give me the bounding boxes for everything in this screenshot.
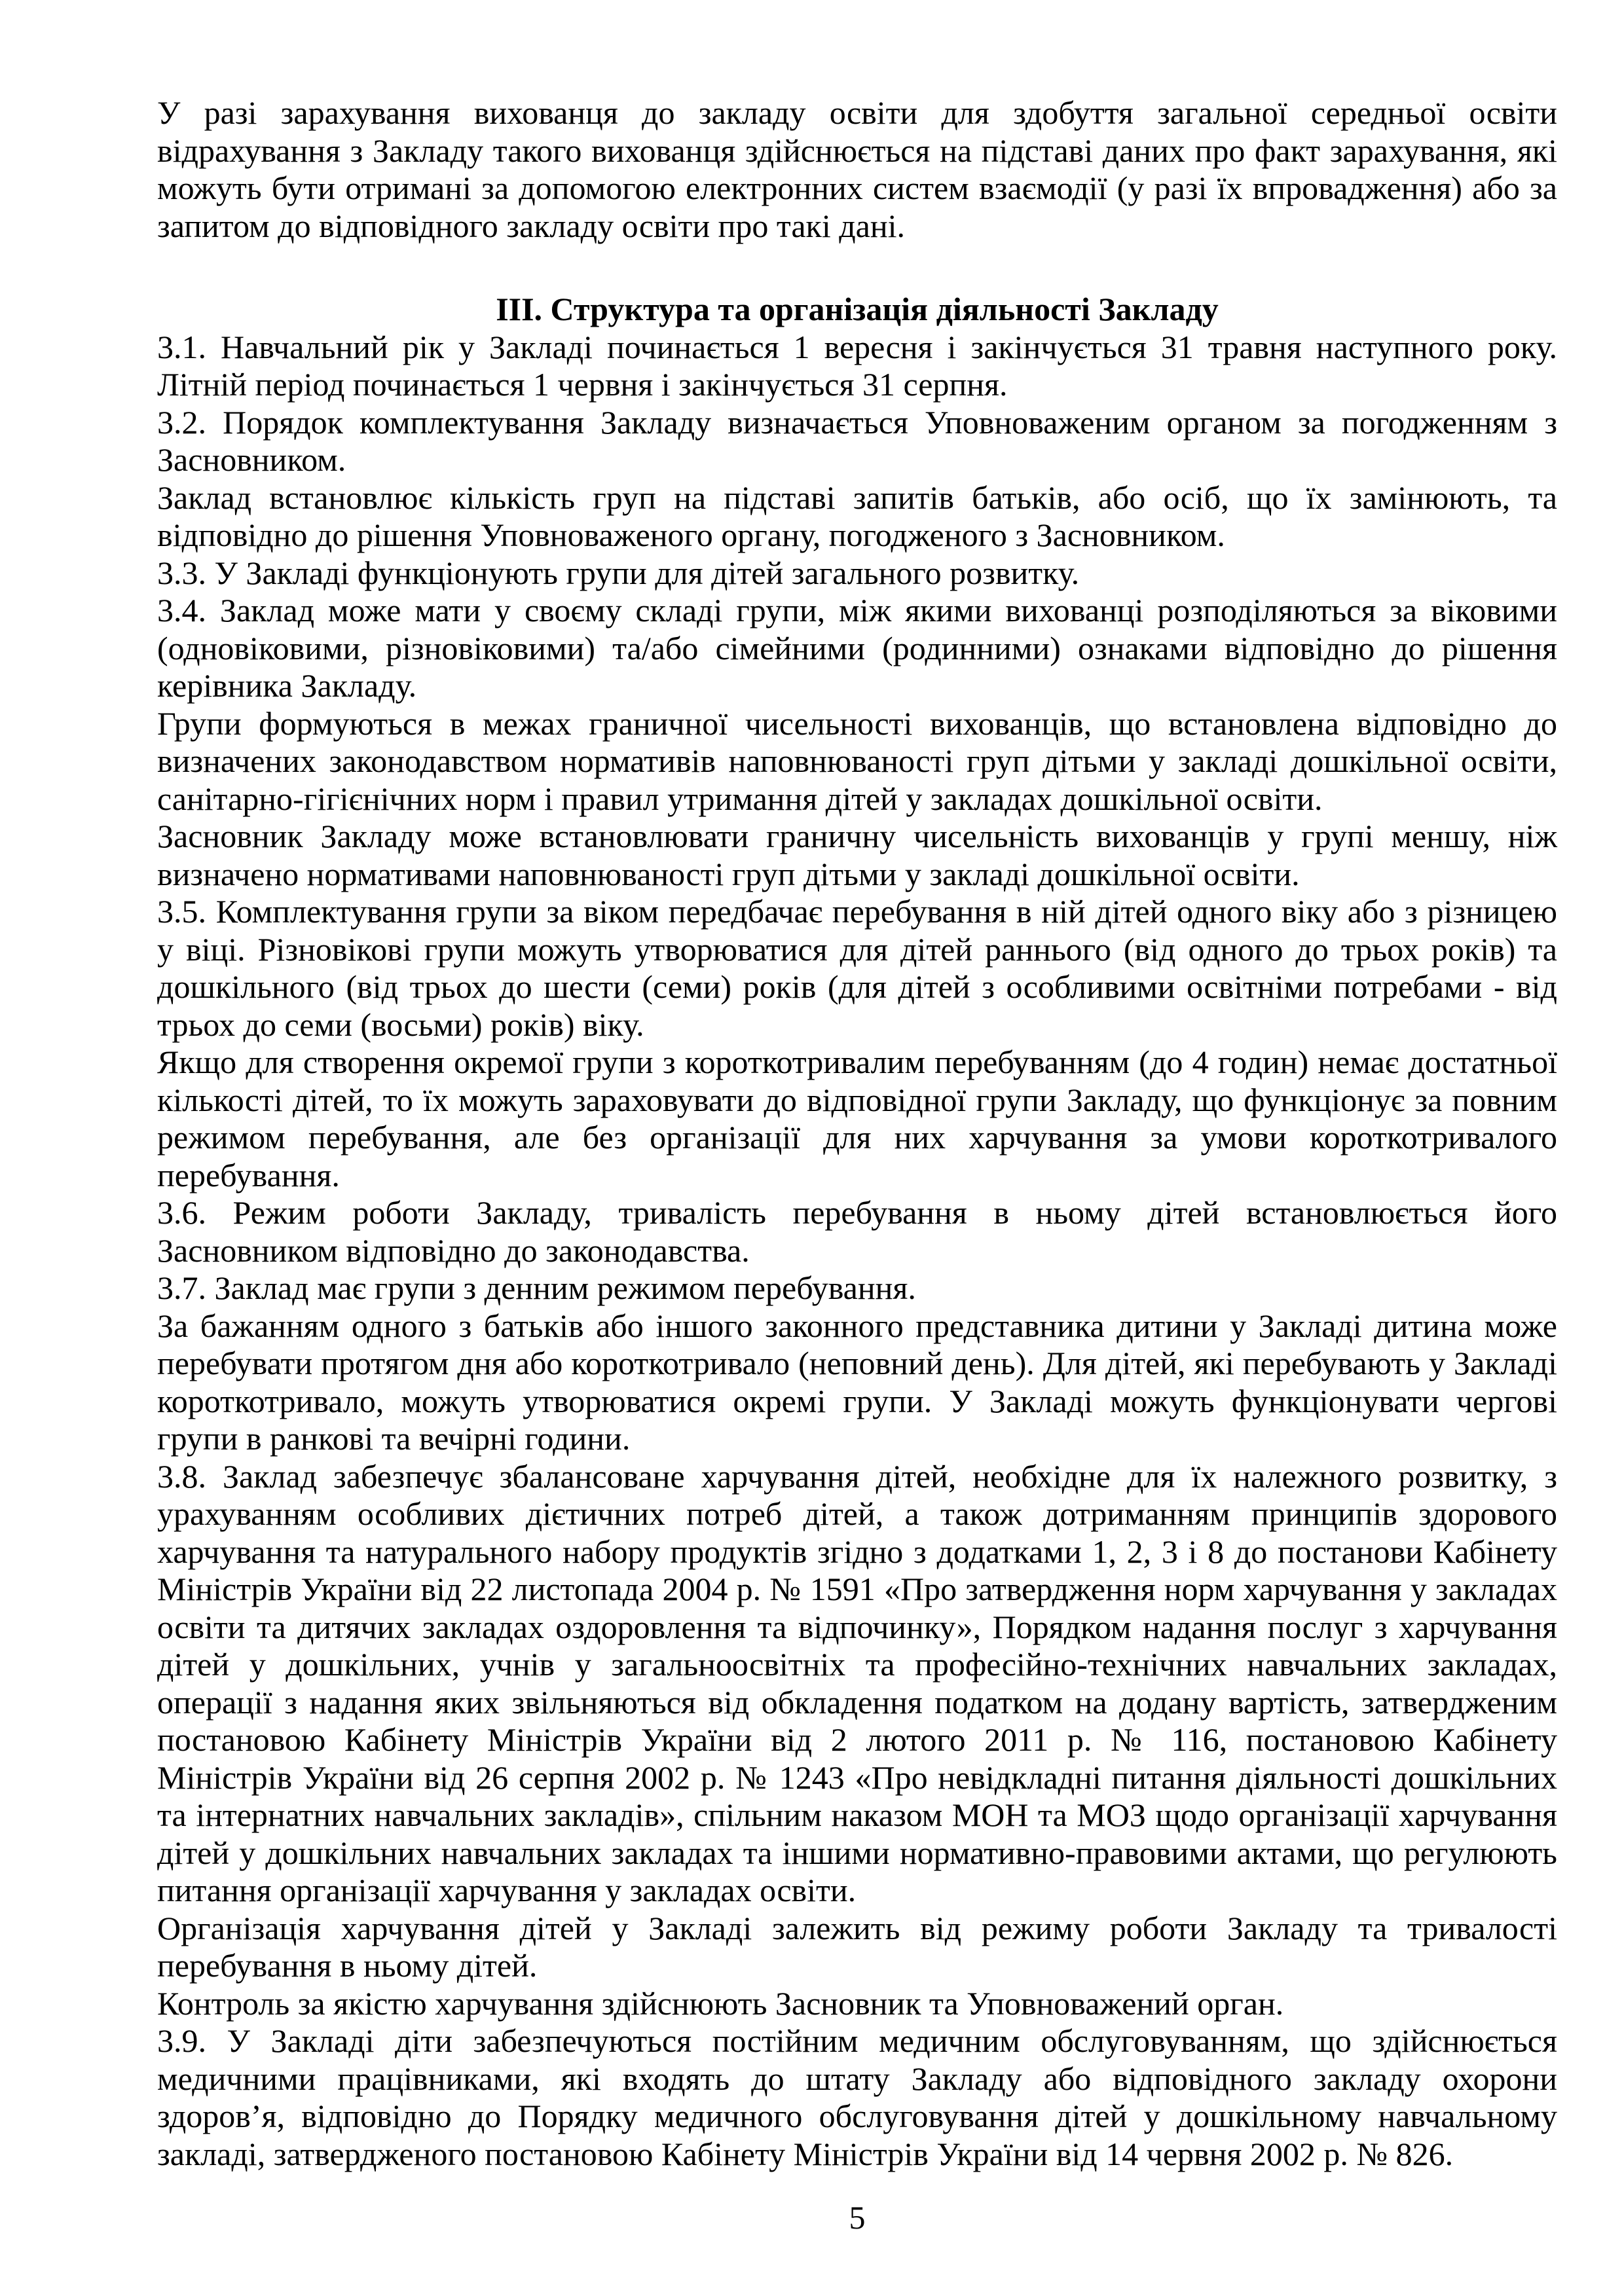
paragraph-3-1: 3.1. Навчальний рік у Закладі починається 1 вересня і закінчується 31 травня наступного року. Літній період починається 1 червня і закінчується 31 серпня.: [157, 328, 1557, 403]
paragraph-3-2: 3.2. Порядок комплектування Закладу визначається Уповноваженим органом за погодженням з Засновником.: [157, 403, 1557, 478]
paragraph-3-8: 3.8. Заклад забезпечує збалансоване харчування дітей, необхідне для їх належного розвитку, з урахуванням особливих дієтичних потреб дітей, а також дотриманням принципів здорового харчування та натурального набору продуктів згідно з додатками 1, 2, 3 і 8 до постанови Кабінету Міністрів України від 22 листопада 2004 р. № 1591 «Про затвердження норм харчування у закладах освіти та дитячих закладах оздоровлення та відпочинку», Порядком надання послуг з харчування дітей у дошкільних, учнів у загальноосвітніх та професійно-технічних навчальних закладах, операції з надання яких звільняються від обкладення податком на додану вартість, затвердженим постановою Кабінету Міністрів України від 2 лютого 2011 р. № 116, постановою Кабінету Міністрів України від 26 серпня 2002 р. № 1243 «Про невідкладні питання діяльності дошкільних та інтернатних навчальних закладів», спільним наказом МОН та МОЗ щодо організації харчування дітей у дошкільних навчальних закладах та іншими нормативно-правовими актами, що регулюють питання організації харчування у закладах освіти.: [157, 1457, 1557, 1908]
paragraph: За бажанням одного з батьків або іншого законного представника дитини у Закладі дитина може перебувати протягом дня або короткотривало (неповний день). Для дітей, які перебувають у Закладі короткотривало, можуть утворюватися окремі групи. У Закладі можуть функціонувати чергові групи в ранкові та вечірні години.: [157, 1307, 1557, 1457]
page-number: 5: [849, 2199, 866, 2236]
paragraph: Заклад встановлює кількість груп на підставі запитів батьків, або осіб, що їх замінюють, та відповідно до рішення Уповноваженого органу, погодженого з Засновником.: [157, 479, 1557, 553]
paragraph: Якщо для створення окремої групи з короткотривалим перебуванням (до 4 годин) немає достатньої кількості дітей, то їх можуть зараховувати до відповідної групи Закладу, що функціонує за повним режимом перебування, але без організації для них харчування за умови короткотривалого перебування.: [157, 1044, 1557, 1194]
document-page: [157, 94, 1557, 2237]
paragraph-3-5: 3.5. Комплектування групи за віком передбачає перебування в ній дітей одного віку або з різницею у віці. Різновікові групи можуть утворюватися для дітей раннього (від одного до трьох років) та дошкільного (від трьох до шести (семи) років (для дітей з особливими освітніми потребами - від трьох до семи (восьми) років) віку.: [157, 893, 1557, 1043]
paragraph-3-9: 3.9. У Закладі діти забезпечуються постійним медичним обслуговуванням, що здійснюється медичними працівниками, які входять до штату Закладу або відповідного закладу охорони здоров’я, відповідно до Порядку медичного обслуговування дітей у дошкільному навчальному закладі, затвердженого постановою Кабінету Міністрів України від 14 червня 2002 р. № 826.: [157, 2022, 1557, 2172]
paragraph-3-3: 3.3. У Закладі функціонують групи для дітей загального розвитку.: [157, 554, 1080, 591]
paragraph: Групи формуються в межах граничної чисельності вихованців, що встановлена відповідно до визначених законодавством нормативів наповнюваності груп дітьми у закладі дошкільної освіти, санітарно-гігієнічних норм і правил утримання дітей у закладах дошкільної освіти.: [157, 704, 1557, 817]
paragraph: Організація харчування дітей у Закладі залежить від режиму роботи Закладу та тривалості перебування в ньому дітей.: [157, 1909, 1557, 1984]
paragraph-3-7: 3.7. Заклад має групи з денним режимом перебування.: [157, 1269, 916, 1306]
intro-paragraph: У разі зарахування вихованця до закладу освіти для здобуття загальної середньої освіти відрахування з Закладу такого вихованця здійснюється на підставі даних про факт зарахування, які можуть бути отримані за допомогою електронних систем взаємодії (у разі їх впровадження) або за запитом до відповідного закладу освіти про такі дані.: [157, 94, 1557, 244]
section-title: ІІІ. Структура та організація діяльності Закладу: [496, 291, 1219, 327]
paragraph-3-4: 3.4. Заклад може мати у своєму складі групи, між якими вихованці розподіляються за віковими (одновіковими, різновіковими) та/або сімейними (родинними) ознаками відповідно до рішення керівника Закладу.: [157, 592, 1557, 704]
paragraph: Контроль за якістю харчування здійснюють Засновник та Уповноважений орган.: [157, 1984, 1284, 2022]
paragraph: Засновник Закладу може встановлювати граничну чисельність вихованців у групі меншу, ніж визначено нормативами наповнюваності груп дітьми у закладі дошкільної освіти.: [157, 818, 1557, 892]
paragraph-3-6: 3.6. Режим роботи Закладу, тривалість перебування в ньому дітей встановлюється його Засновником відповідно до законодавства.: [157, 1194, 1557, 1269]
document-page-body: [157, 94, 1557, 2173]
